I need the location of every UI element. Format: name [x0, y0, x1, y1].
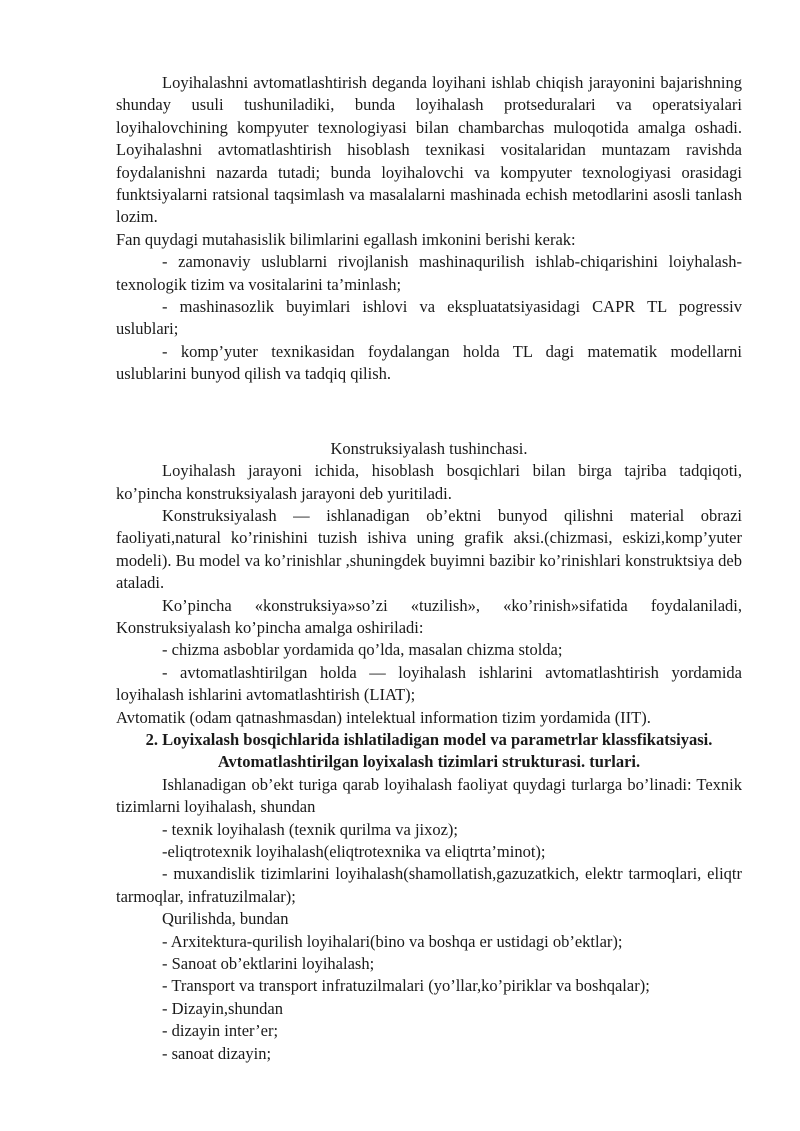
section-heading: 2. Loyixalash bosqichlarida ishlatiladigan model va parametrlar klassfikatsiyasi. Avtomatlashtirilgan loyixalash tizimlari strukturasi. turlari. [145, 729, 713, 772]
list-item: - muxandislik tizimlarini loyihalash(shamollatish,gazuzatkich, elektr tarmoqlari, eliqtr tarmoqlar, infratuzilmalar); [116, 864, 742, 906]
list-item: - sanoat dizayin; [162, 1043, 272, 1063]
intro-lead: Fan quydagi mutahasislik bilimlarini egallash imkonini berishi kerak: [116, 229, 576, 249]
list-item: - zamonaviy uslublarni rivojlanish mashinaqurilish ishlab-chiqarishini loiyhalash-texnologik tizim va vositalarini ta’minlash; [116, 252, 742, 294]
section-title: Konstruksiyalash tushinchasi. [330, 438, 528, 458]
paragraph: Konstruksiyalash — ishlanadigan ob’ektni bunyod qilishni material obrazi faoliyati,natural ko’rinishini tuzish ishiva uning grafik aksi.(chizmasi, eskizi,komp’yuter modeli). Bu model va ko’rinishlar ,shuningdek buyimni bazibir ko’rinishlari konstruktsiya deb ataladi. [116, 505, 742, 593]
list-item: - Sanoat ob’ektlarini loyihalash; [162, 954, 375, 974]
list-item: - mashinasozlik buyimlari ishlovi va ekspluatatsiyasidagi CAPR TL pogressiv uslublari; [116, 297, 742, 339]
list-item: - avtomatlashtirilgan holda — loyihalash ishlarini avtomatlashtirish yordamida loyihalash ishlarini avtomatlashtirish (LIAT); [116, 662, 742, 705]
paragraph: Ishlanadigan ob’ekt turiga qarab loyihalash faoliyat quydagi turlarga bo’linadi: Texnik tizimlarni loyihalash, shundan [116, 774, 742, 817]
list-item: - dizayin inter’er; [162, 1021, 279, 1041]
paragraph: Avtomatik (odam qatnashmasdan) intelektual information tizim yordamida (IIT). [116, 707, 651, 727]
list-item: - komp’yuter texnikasidan foydalangan holda TL dagi matematik modellarni uslublarini bunyod qilish va tadqiq qilish. [116, 341, 742, 384]
list-item: - Arxitektura-qurilish loyihalari(bino va boshqa er ustidagi ob’ektlar); [162, 931, 623, 951]
list-item: - Transport va transport infratuzilmalari (yo’llar,ko’piriklar va boshqalar); [162, 976, 650, 996]
intro-paragraph: Loyihalashni avtomatlashtirish deganda loyihani ishlab chiqish jarayonini bajarishning shunday usuli tushuniladiki, bunda loyihalash protseduralari va operatsiyalari loyihalovchining kompyuter texnologiyasi bilan chambarchas muloqotida amalga oshadi. Loyihalashni avtomatlashtirish hisoblash texnikasi vositalaridan muntazam ravishda foydalanishni nazarda tutadi; bunda loyihalovchi va kompyuter texnologiyasi orasidagi funktsiyalarni ratsional taqsimlash va masalalarni mashinada echish metodlarini asosli tanlash lozim. [116, 73, 742, 227]
list-item: - chizma asboblar yordamida qo’lda, masalan chizma stolda; [162, 640, 563, 660]
paragraph: Loyihalash jarayoni ichida, hisoblash bosqichlari bilan birga tajriba tadqiqoti, ko’pincha konstruksiyalash jarayoni deb yuritiladi. [116, 461, 742, 503]
list-item: - Dizayin,shundan [162, 998, 283, 1018]
document-page [116, 72, 742, 1065]
list-item: -eliqtrotexnik loyihalash(eliqtrotexnika va eliqtrta’minot); [162, 842, 546, 861]
paragraph: Ko’pincha «konstruksiya»so’zi «tuzilish», «ko’rinish»sifatida foydalaniladi, Konstruksiyalash ko’pincha amalga oshiriladi: [116, 595, 742, 637]
list-item: - texnik loyihalash (texnik qurilma va jixoz); [162, 819, 459, 839]
subheading: Qurilishda, bundan [162, 909, 289, 929]
